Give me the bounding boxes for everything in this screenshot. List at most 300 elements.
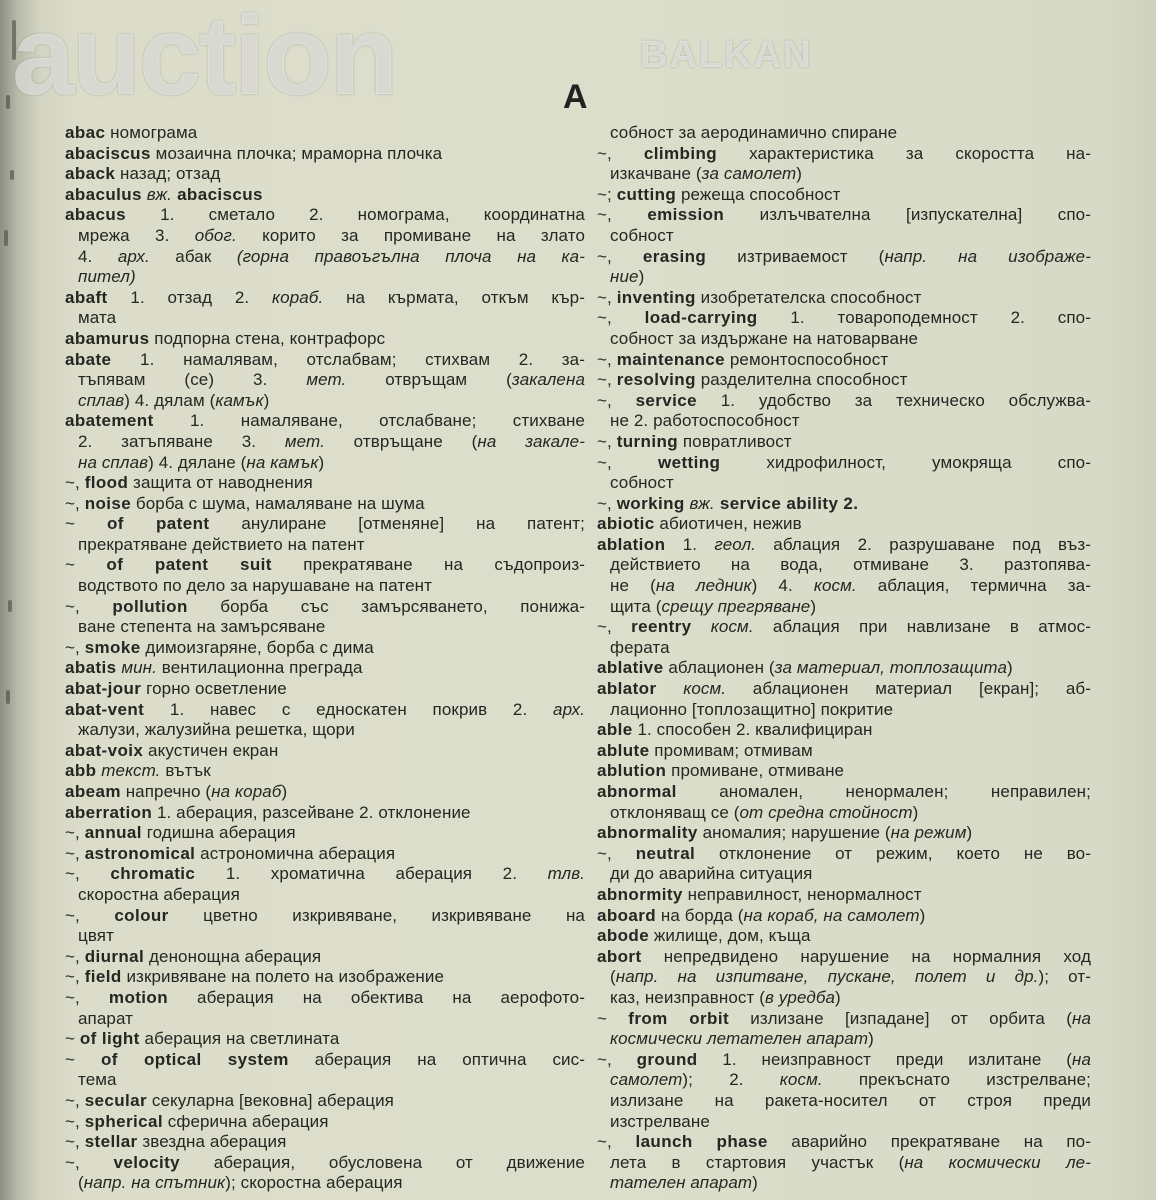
entry-continuation-line	[65, 576, 585, 597]
headword: abiotic	[597, 514, 655, 534]
headword: cutting	[616, 184, 677, 204]
dictionary-entry-line	[597, 1009, 1091, 1030]
entry-continuation-line	[597, 329, 1091, 350]
definition-text: прекъснато изстрелване;	[822, 1070, 1091, 1090]
definition-text: лационно [топлозащитно] покритие	[610, 699, 894, 719]
dictionary-entry-line	[65, 1112, 585, 1133]
headword: abatis	[65, 658, 117, 678]
headword: abort	[597, 946, 642, 966]
headword: abaculus	[65, 184, 142, 204]
dictionary-entry-line	[65, 185, 585, 206]
dictionary-entry-line	[65, 1050, 585, 1071]
entry-continuation-line	[65, 226, 585, 247]
dictionary-entry-line	[597, 144, 1091, 165]
definition-text: (	[78, 1173, 84, 1193]
definition-text: аблационен материал [екран]; аб-	[726, 679, 1091, 699]
definition-text: мата	[78, 308, 117, 328]
dictionary-entry-line	[597, 906, 1091, 927]
label-italic: напр. на изпитване, пускане, полет и др.	[615, 967, 1039, 987]
definition-text: ~,	[597, 390, 636, 410]
definition-text: тъпявам (се) 3.	[78, 370, 307, 390]
definition-text: изобретателска способност	[695, 287, 922, 307]
dictionary-entry-line	[597, 947, 1091, 968]
headword: climbing	[643, 143, 718, 163]
entry-continuation-line	[65, 1173, 585, 1194]
definition-text: отклонение от режим, което не во-	[695, 843, 1091, 863]
headword: aback	[65, 164, 116, 184]
headword: abac	[65, 123, 106, 142]
definition-text: каз, неизправност (	[610, 987, 766, 1007]
definition-text: щита (	[610, 596, 662, 616]
label-italic: на ледник	[655, 576, 752, 596]
label-italic: косм.	[691, 617, 754, 637]
definition-text: лета в стартовия участък (	[610, 1152, 905, 1172]
definition-text: 4.	[78, 246, 118, 266]
definition-text: годишна аберация	[141, 823, 296, 843]
watermark-line2: auction	[12, 0, 397, 118]
definition-text: )	[796, 164, 803, 184]
definition-text: вентилационна преграда	[156, 658, 363, 678]
definition-text: жалузи, жалузийна решетка, щори	[78, 720, 355, 740]
definition-text: разделителна способност	[695, 370, 908, 390]
definition-text: )	[810, 596, 817, 616]
definition-text: излизане [изпадане] от орбита (	[729, 1008, 1072, 1028]
dictionary-entry-line	[597, 1132, 1091, 1153]
definition-text: тема	[78, 1070, 117, 1090]
headword: chromatic	[110, 864, 196, 884]
headword: erasing	[642, 246, 707, 266]
definition-text: апарат	[78, 1008, 134, 1028]
headword: of patent	[106, 514, 210, 534]
definition-text: 2. затъпяване 3.	[78, 431, 285, 451]
definition-text: денонощна аберация	[144, 946, 322, 966]
entry-continuation-line	[597, 988, 1091, 1009]
definition-text: 1. товароподемност 2. спо-	[757, 308, 1091, 328]
definition-text: цветно изкривяване, изкривяване на	[168, 905, 585, 925]
entry-continuation-line	[65, 1009, 585, 1030]
headword: resolving	[616, 370, 696, 390]
dictionary-entry-line	[65, 350, 585, 371]
definition-text: 1. хроматична аберация 2.	[195, 864, 548, 884]
headword: ablute	[597, 740, 650, 760]
definition-text: аномалия; нарушение (	[697, 823, 891, 843]
definition-text: )	[868, 1029, 874, 1049]
definition-text: 1. намалявам, отслабвам; стихвам 2. за-	[111, 349, 585, 369]
definition-text: анулиране [отменяне] на патент;	[209, 514, 585, 534]
headword: able	[597, 720, 633, 740]
entry-continuation-line	[65, 617, 585, 638]
definition-text: ~,	[597, 1049, 637, 1069]
definition-text: изстрелване	[610, 1111, 710, 1131]
entry-continuation-line	[597, 473, 1091, 494]
definition-text: ~,	[597, 452, 658, 472]
definition-text: подпорна стена, контрафорс	[149, 328, 386, 348]
headword: service ability 2.	[714, 493, 859, 513]
headword: abode	[597, 926, 650, 946]
headword: emission	[647, 205, 725, 225]
label-italic: тлв.	[547, 864, 585, 884]
dictionary-entry-line	[65, 555, 585, 576]
dictionary-entry-line	[597, 741, 1091, 762]
definition-text: )	[752, 1173, 758, 1193]
label-italic: арх.	[117, 246, 150, 266]
dictionary-entry-line	[65, 803, 585, 824]
definition-text: звездна аберация	[137, 1132, 287, 1152]
headword: aberration	[65, 802, 153, 822]
definition-text: цвят	[78, 926, 114, 946]
entry-continuation-line	[65, 432, 585, 453]
dictionary-entry-line	[597, 844, 1091, 865]
right-column	[597, 123, 1091, 1194]
definition-text: на борда (	[656, 905, 744, 925]
dictionary-entry-line	[597, 391, 1091, 412]
dictionary-entry-line	[597, 370, 1091, 391]
label-italic: за самолет	[701, 164, 797, 184]
definition-text: )	[318, 452, 325, 472]
entry-continuation-line	[597, 864, 1091, 885]
label-italic: в уредба	[765, 987, 836, 1007]
headword: motion	[108, 987, 168, 1007]
definition-text: отвръщане (	[324, 431, 478, 451]
dictionary-entry-line	[65, 658, 585, 679]
entry-continuation-line	[597, 803, 1091, 824]
definition-text: )	[263, 390, 270, 410]
headword: load-carrying	[644, 308, 758, 328]
label-italic: напр. на изображе-	[884, 246, 1091, 266]
definition-text: собност за аеродинамично спиране	[610, 123, 898, 142]
label-italic: на кораб	[211, 782, 282, 801]
left-column	[65, 123, 585, 1194]
definition-text: ~,	[65, 493, 85, 513]
definition-text: )	[919, 905, 926, 925]
definition-text: промивам; отмивам	[649, 740, 813, 760]
dictionary-entry-line	[65, 411, 585, 432]
definition-text: 1. удобство за техническо обслужва-	[697, 390, 1091, 410]
dictionary-entry-line	[65, 597, 585, 618]
definition-text: ~,	[597, 205, 648, 225]
label-italic: косм.	[779, 1070, 823, 1090]
headword: abaciscus	[171, 184, 263, 204]
definition-text: секуларна [вековна] аберация	[147, 1090, 394, 1110]
dictionary-entry-line	[597, 453, 1091, 474]
headword: aboard	[597, 905, 657, 925]
headword: ablator	[597, 679, 657, 699]
definition-text: )	[835, 987, 841, 1007]
entry-continuation-line	[65, 267, 585, 288]
definition-text: ); от-	[1038, 967, 1091, 987]
headword: noise	[84, 493, 132, 513]
headword: field	[84, 967, 122, 987]
label-italic: кораб.	[272, 287, 324, 307]
definition-text: сферична аберация	[162, 1111, 329, 1131]
entry-continuation-line	[597, 576, 1091, 597]
headword: wetting	[657, 452, 721, 472]
dictionary-entry-line	[65, 494, 585, 515]
dictionary-entry-line	[65, 679, 585, 700]
definition-text: жилище, дом, къща	[649, 926, 811, 946]
entry-continuation-line	[597, 123, 1091, 144]
headword: abat-vent	[65, 699, 145, 719]
definition-text: характеристика за скоростта на-	[717, 143, 1091, 163]
definition-text: ~,	[65, 1090, 85, 1110]
definition-text: неправилност, ненормалност	[682, 884, 922, 904]
dictionary-entry-line	[597, 926, 1091, 947]
dictionary-entry-line	[597, 720, 1091, 741]
definition-text: ~,	[65, 864, 111, 884]
dictionary-entry-line	[597, 247, 1091, 268]
label-italic: на закале-	[477, 431, 585, 451]
entry-continuation-line	[597, 597, 1091, 618]
definition-text: ~,	[65, 843, 85, 863]
definition-text: ~	[65, 1029, 80, 1049]
headword: diurnal	[84, 946, 145, 966]
definition-text: 1. отзад 2.	[107, 287, 273, 307]
definition-text: ~	[65, 555, 107, 575]
headword: annual	[84, 823, 142, 843]
label-italic: напр. на спътник	[83, 1173, 226, 1193]
dictionary-entry-line	[597, 494, 1091, 515]
headword: of light	[79, 1029, 140, 1049]
label-italic: на сплав	[78, 452, 149, 472]
definition-text: ) 4.	[751, 576, 814, 596]
definition-text: действието на вода, отмиване 3. разтопява-	[610, 555, 1091, 575]
headword: abamurus	[65, 328, 150, 348]
dictionary-entry-line	[65, 144, 585, 165]
entry-continuation-line	[597, 1091, 1091, 1112]
definition-text: 1.	[665, 534, 715, 554]
definition-text: аблация при навлизане в атмос-	[753, 617, 1091, 637]
definition-text: аберация, обусловена от движение	[180, 1152, 585, 1172]
headword: abacus	[65, 205, 126, 225]
entry-continuation-line	[597, 1070, 1091, 1091]
label-italic: мет.	[306, 370, 347, 390]
dictionary-entry-line	[65, 947, 585, 968]
watermark-line1: BALKAN	[640, 34, 813, 76]
definition-text: ване степента на замърсяване	[78, 617, 326, 637]
definition-text: ~,	[65, 1152, 114, 1172]
headword: abate	[65, 349, 112, 369]
dictionary-entry-line	[65, 967, 585, 988]
definition-text: ~,	[597, 843, 636, 863]
dictionary-entry-line	[65, 823, 585, 844]
headword: abb	[65, 761, 97, 781]
definition-text: ~,	[597, 143, 644, 163]
dictionary-entry-line	[597, 308, 1091, 329]
dictionary-entry-line	[65, 700, 585, 721]
definition-text: излизане на ракета-носител от строя преди	[610, 1090, 1091, 1110]
headword: abaciscus	[65, 143, 151, 163]
definition-text: ~,	[65, 596, 113, 616]
definition-text: (	[610, 967, 616, 987]
headword: turning	[616, 431, 679, 451]
definition-text: димоизгаряне, борба с дима	[140, 637, 374, 657]
definition-text: корито за промиване на злато	[236, 225, 585, 245]
definition-text: астрономична аберация	[195, 843, 396, 863]
headword: maintenance	[616, 349, 726, 369]
headword: colour	[114, 905, 169, 925]
entry-continuation-line	[597, 638, 1091, 659]
entry-continuation-line	[597, 164, 1091, 185]
entry-continuation-line	[597, 411, 1091, 432]
definition-text: ) 4. дялане (	[148, 452, 247, 472]
definition-text: )	[1007, 658, 1013, 678]
dictionary-entry-line	[65, 164, 585, 185]
entry-continuation-line	[65, 247, 585, 268]
label-italic: от средна стойност	[739, 802, 913, 822]
definition-text: 1. аберация, разсейване 2. отклонение	[152, 802, 471, 822]
entry-continuation-line	[597, 555, 1091, 576]
definition-text: ~,	[65, 905, 115, 925]
headword: abnormality	[597, 823, 698, 843]
entry-continuation-line	[65, 720, 585, 741]
entry-continuation-line	[597, 967, 1091, 988]
definition-text: ~,	[65, 946, 85, 966]
entry-continuation-line	[597, 226, 1091, 247]
headword: ground	[636, 1049, 698, 1069]
headword: abnormal	[597, 782, 677, 801]
definition-text: аберация на обектива на аерофото-	[167, 987, 585, 1007]
dictionary-entry-line	[65, 1132, 585, 1153]
entry-continuation-line	[597, 1112, 1091, 1133]
definition-text: хидрофилност, умокряща спо-	[720, 452, 1091, 472]
definition-text: ); 2.	[682, 1070, 780, 1090]
label-italic: на режим	[890, 823, 967, 843]
definition-text: ремонтоспособност	[725, 349, 889, 369]
definition-text: на кърмата, откъм кър-	[323, 287, 585, 307]
definition-text: аварийно прекратяване на по-	[767, 1132, 1091, 1152]
headword: from orbit	[628, 1008, 730, 1028]
dictionary-entry-line	[65, 782, 585, 803]
headword: abat-voix	[65, 740, 144, 760]
label-italic: косм.	[813, 576, 857, 596]
definition-text: ~	[65, 514, 107, 534]
dictionary-entry-line	[65, 288, 585, 309]
headword: flood	[84, 473, 129, 493]
definition-text: ~;	[597, 184, 617, 204]
entry-continuation-line	[65, 1070, 585, 1091]
dictionary-entry-line	[597, 205, 1091, 226]
dictionary-entry-line	[65, 514, 585, 535]
definition-text: абиотичен, нежив	[654, 514, 802, 534]
label-italic: самолет	[610, 1070, 683, 1090]
definition-text: ~,	[597, 1132, 636, 1152]
definition-text: отклоняващ се (	[610, 802, 740, 822]
entry-continuation-line	[65, 926, 585, 947]
definition-text: 1. сметало 2. номограма, координатна	[126, 205, 585, 225]
headword: ablative	[597, 658, 664, 678]
headword: velocity	[113, 1152, 181, 1172]
dictionary-entry-line	[65, 123, 585, 144]
definition-text: изкачване (	[610, 164, 702, 184]
label-italic: закалена	[511, 370, 585, 390]
definition-text: промиване, отмиване	[666, 761, 845, 781]
dictionary-entry-line	[597, 350, 1091, 371]
label-italic: пител)	[78, 267, 136, 287]
entry-continuation-line	[65, 391, 585, 412]
definition-text: ~,	[597, 246, 643, 266]
dictionary-entry-line	[597, 1050, 1091, 1071]
definition-text: мозаична плочка; мраморна плочка	[150, 143, 443, 163]
dictionary-entry-line	[65, 329, 585, 350]
definition-text: ~,	[597, 431, 617, 451]
entry-continuation-line	[65, 535, 585, 556]
dictionary-entry-line	[65, 741, 585, 762]
dictionary-entry-line	[65, 844, 585, 865]
label-italic: косм.	[656, 679, 727, 699]
definition-text: ~,	[597, 349, 617, 369]
label-italic: арх.	[553, 699, 585, 719]
definition-text: )	[638, 267, 645, 287]
definition-text: )	[912, 802, 919, 822]
headword: abat-jour	[65, 679, 142, 699]
definition-text: прекратяване на съдопроиз-	[271, 555, 585, 575]
headword: launch phase	[635, 1132, 768, 1152]
dictionary-entry-line	[65, 1029, 585, 1050]
dictionary-entry-line	[597, 658, 1091, 679]
headword: reentry	[631, 617, 692, 637]
definition-text: ~,	[65, 823, 85, 843]
definition-text: не 2. работоспособност	[610, 411, 800, 431]
definition-text: ~	[65, 1049, 101, 1069]
definition-text: )	[966, 823, 973, 843]
headword: abnormity	[597, 884, 683, 904]
definition-text: назад; отзад	[115, 164, 221, 184]
dictionary-entry-line	[65, 638, 585, 659]
definition-text: защита от наводнения	[128, 473, 313, 493]
definition-text: режеща способност	[676, 184, 841, 204]
definition-text: абак	[149, 246, 237, 266]
dictionary-entry-line	[65, 205, 585, 226]
headword: ablution	[597, 761, 667, 781]
definition-text: ~,	[65, 1132, 85, 1152]
label-italic: вж.	[684, 493, 715, 513]
definition-text: ~,	[597, 287, 617, 307]
headword: spherical	[84, 1111, 163, 1131]
definition-text: ди до аварийна ситуация	[610, 864, 813, 884]
definition-text: аблация, термична за-	[856, 576, 1091, 596]
definition-text: водството по дело за нарушаване на патент	[78, 576, 433, 596]
label-italic: вж.	[141, 184, 172, 204]
definition-text: аномален, ненормален; неправилен;	[676, 782, 1091, 801]
label-italic: на космически ле-	[904, 1152, 1091, 1172]
entry-continuation-line	[597, 1029, 1091, 1050]
definition-text: не (	[610, 576, 656, 596]
dictionary-entry-line	[597, 185, 1091, 206]
headword: smoke	[84, 637, 141, 657]
entry-continuation-line	[65, 453, 585, 474]
definition-text: ~,	[65, 1111, 85, 1131]
definition-text: 1. намаляване, отслабване; стихване	[153, 411, 585, 431]
definition-text: ); скоростна аберация	[225, 1173, 403, 1193]
entry-continuation-line	[597, 1173, 1091, 1194]
definition-text: аблация 2. разрушаване под въз-	[755, 534, 1091, 554]
definition-text: номограма	[105, 123, 198, 142]
headword: secular	[84, 1090, 148, 1110]
label-italic: мет.	[284, 431, 325, 451]
section-letter: A	[563, 78, 588, 116]
dictionary-entry-line	[597, 288, 1091, 309]
label-italic: камък	[215, 390, 264, 410]
definition-text: 1. навес с едноскатен покрив 2.	[144, 699, 554, 719]
dictionary-entry-line	[597, 617, 1091, 638]
dictionary-entry-line	[597, 761, 1091, 782]
definition-text: собност	[610, 225, 674, 245]
label-italic: (горна правоъгълна плоча на ка-	[236, 246, 585, 266]
definition-text: собност за издържане на натоварване	[610, 328, 919, 348]
dictionary-entry-line	[597, 679, 1091, 700]
headword: stellar	[84, 1132, 138, 1152]
definition-text: акустичен екран	[143, 740, 279, 760]
